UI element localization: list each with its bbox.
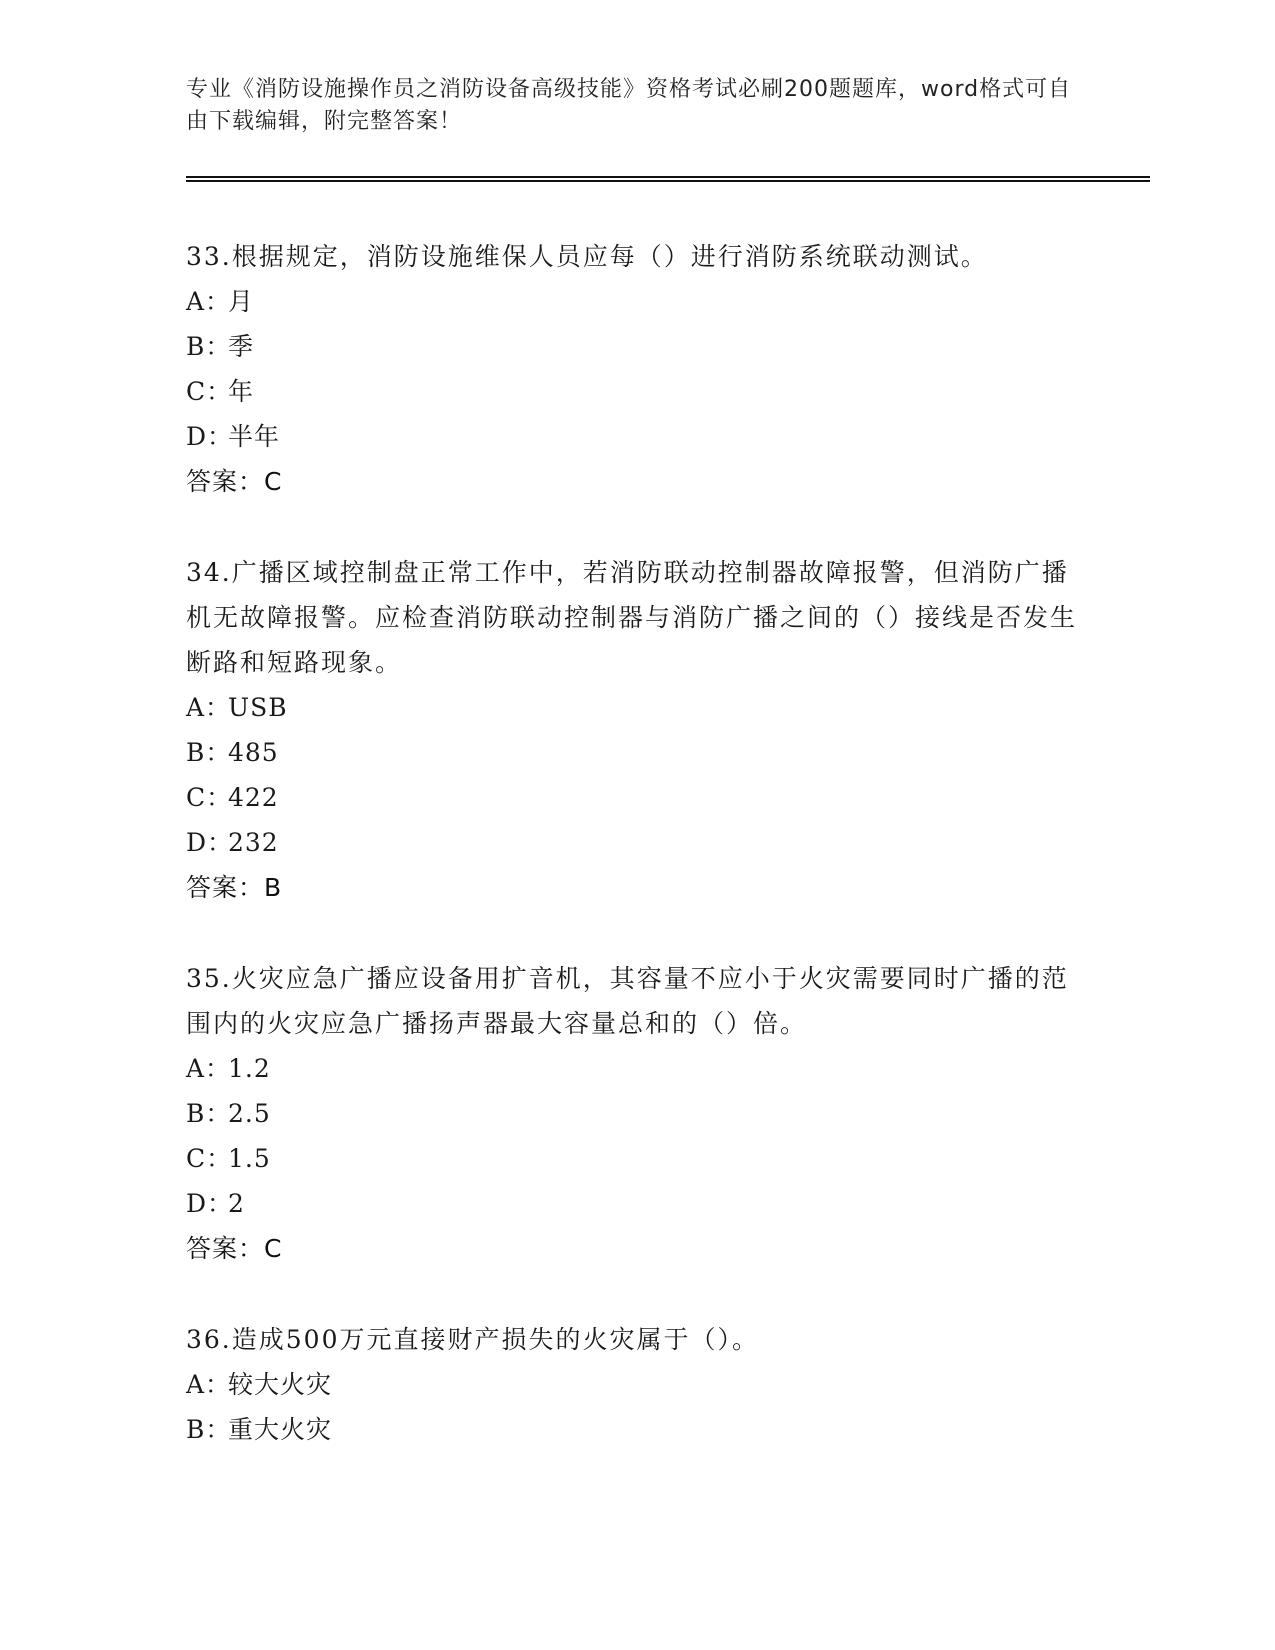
option-text: 422 (228, 783, 279, 812)
option-letter: C： (186, 377, 233, 406)
option-text: 2.5 (228, 1099, 271, 1128)
option-letter: D： (186, 422, 234, 451)
option-text: 232 (228, 828, 279, 857)
option-letter: A： (186, 287, 232, 316)
option-c (186, 775, 1086, 820)
option-letter: B： (186, 738, 232, 767)
answer-line: 答案：C (186, 1234, 283, 1263)
question-stem: 36.造成500万元直接财产损失的火灾属于（）。 (186, 1325, 759, 1354)
question-35 (186, 956, 1086, 1271)
question-stem: 35.火灾应急广播应设备用扩音机，其容量不应小于火灾需要同时广播的范围内的火灾应急广播扬声器最大容量总和的（）倍。 (186, 964, 1069, 1038)
option-a (186, 1046, 1086, 1091)
document-header: 专业《消防设施操作员之消防设备高级技能》资格考试必刷200题题库，word格式可自由下载编辑，附完整答案！ (186, 77, 1072, 134)
option-text: USB (228, 693, 288, 722)
option-letter: A： (186, 1054, 232, 1083)
option-text: 较大火灾 (228, 1370, 333, 1399)
option-b (186, 1407, 1086, 1452)
option-text: 半年 (228, 422, 281, 451)
option-letter: C： (186, 1144, 233, 1173)
answer-line: 答案：C (186, 467, 283, 496)
question-stem: 34.广播区域控制盘正常工作中，若消防联动控制器故障报警，但消防广播机无故障报警。应检查消防联动控制器与消防广播之间的（）接线是否发生断路和短路现象。 (186, 558, 1078, 677)
option-text: 1.2 (228, 1054, 271, 1083)
option-b (186, 324, 1086, 369)
option-d (186, 414, 1086, 459)
option-text: 季 (228, 332, 255, 361)
option-text: 月 (228, 287, 255, 316)
option-letter: B： (186, 1099, 232, 1128)
option-text: 重大火灾 (228, 1415, 333, 1444)
option-letter: C： (186, 783, 233, 812)
question-34 (186, 550, 1086, 910)
option-letter: D： (186, 828, 234, 857)
question-33 (186, 234, 1086, 504)
option-d (186, 820, 1086, 865)
option-a (186, 1362, 1086, 1407)
option-d (186, 1181, 1086, 1226)
question-stem: 33.根据规定，消防设施维保人员应每（）进行消防系统联动测试。 (186, 242, 988, 271)
answer-line: 答案：B (186, 873, 283, 902)
option-letter: A： (186, 693, 232, 722)
option-a (186, 279, 1086, 324)
option-c (186, 1136, 1086, 1181)
question-list (186, 234, 1086, 1498)
question-36 (186, 1317, 1086, 1452)
option-text: 485 (228, 738, 279, 767)
option-b (186, 730, 1086, 775)
option-c (186, 369, 1086, 414)
option-text: 1.5 (228, 1144, 271, 1173)
option-text: 年 (228, 377, 255, 406)
option-text: 2 (228, 1189, 245, 1218)
option-letter: B： (186, 1415, 232, 1444)
option-letter: A： (186, 1370, 232, 1399)
option-a (186, 685, 1086, 730)
option-letter: B： (186, 332, 232, 361)
header-divider (186, 176, 1150, 182)
option-b (186, 1091, 1086, 1136)
option-letter: D： (186, 1189, 234, 1218)
